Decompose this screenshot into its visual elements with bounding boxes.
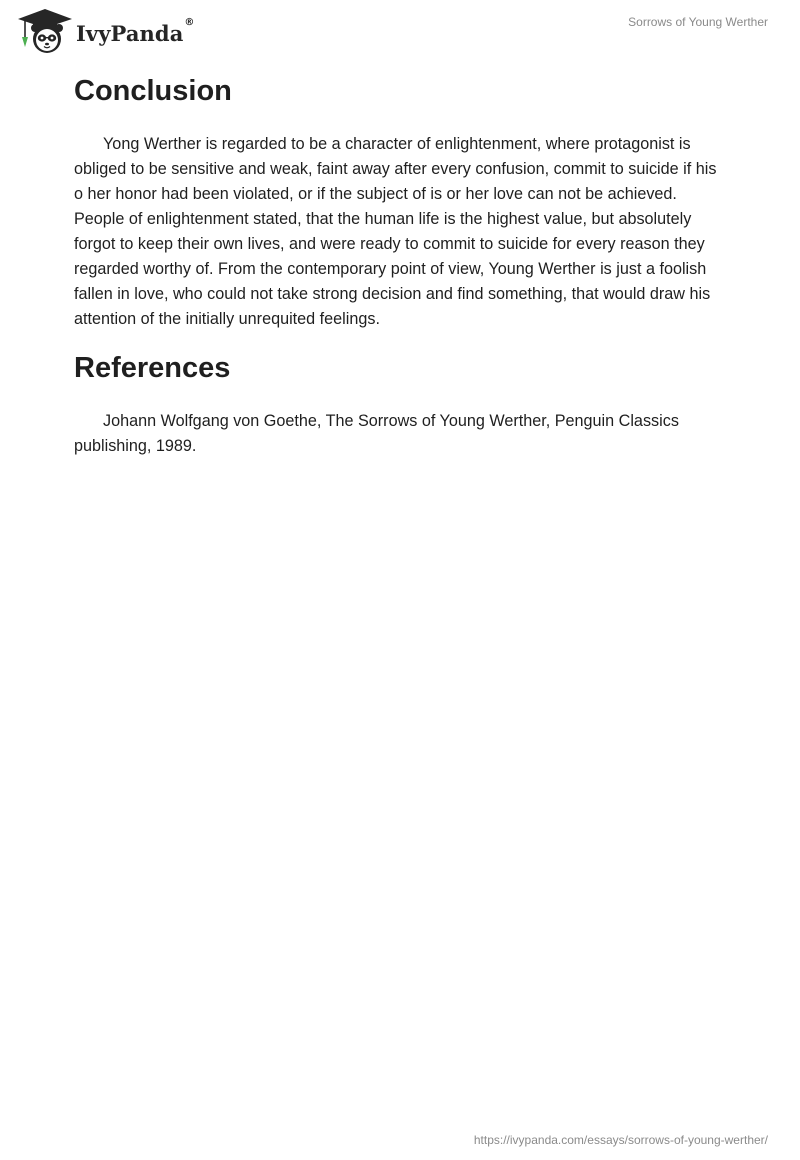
document-title: Sorrows of Young Werther (628, 15, 768, 29)
ivypanda-logo[interactable] (16, 8, 195, 54)
references-section (74, 347, 726, 459)
conclusion-heading: Conclusion (74, 75, 232, 107)
references-heading: References (74, 352, 231, 384)
conclusion-paragraph: Yong Werther is regarded to be a character of enlightenment, where protagonist is obliged to be sensitive and weak, faint away after every confusion, commit to suicide if his o her honor had been violated, or if the subject of is or her love can not be achieved. People of enlightenment stated, that the human life is the highest value, but absolutely forgot to keep their own lives, and were ready to commit to suicide for every reason they regarded worthy of. From the contemporary point of view, Young Werther is just a foolish fallen in love, who could not take strong decision and find something, that would draw his attention of the initially unrequited feelings. (74, 135, 717, 328)
essay-content (74, 70, 726, 459)
brand-name: IvyPanda® (76, 16, 195, 46)
conclusion-section (74, 70, 726, 332)
panda-graduate-icon (16, 7, 74, 55)
registered-mark: ® (184, 16, 195, 28)
source-url[interactable]: https://ivypanda.com/essays/sorrows-of-young-werther/ (473, 1133, 768, 1147)
page-header (0, 0, 800, 60)
reference-entry: Johann Wolfgang von Goethe, The Sorrows of Young Werther, Penguin Classics publishing, 1989. (74, 412, 679, 455)
